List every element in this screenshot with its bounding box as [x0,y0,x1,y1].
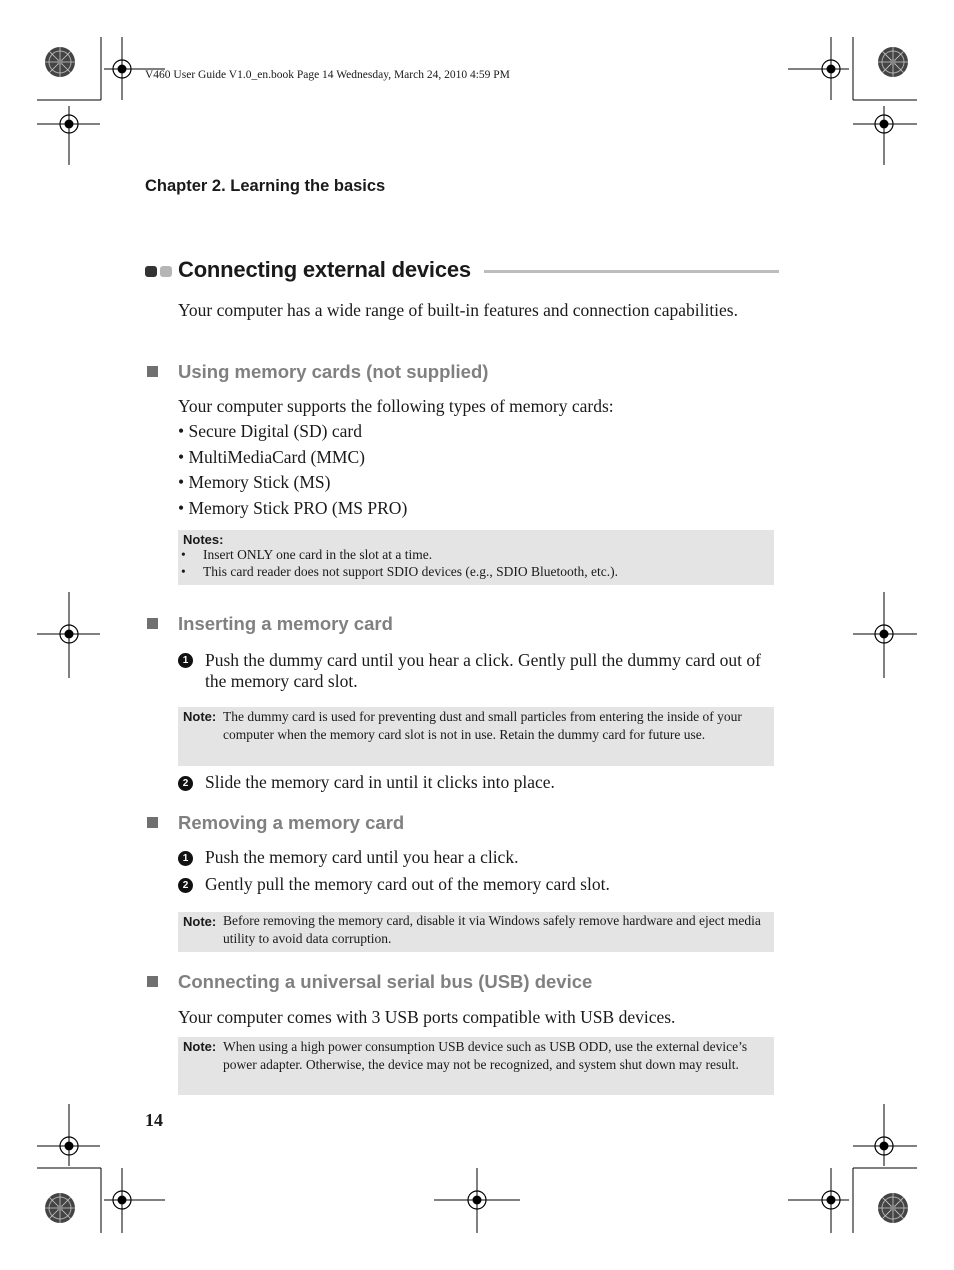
section-bullet-icon [145,265,173,283]
inserting-step-2: Slide the memory card in until it clicks into place. [205,772,555,792]
chapter-heading: Chapter 2. Learning the basics [145,177,386,195]
memory-cards-heading: Using memory cards (not supplied) [178,361,489,382]
note-item: Insert ONLY one card in the slot at a time. [203,547,433,562]
note-box [178,1037,774,1095]
note-label: Note: [183,709,217,724]
subhead-square-icon [147,366,158,377]
section-title: Connecting external devices [178,257,471,282]
usb-text: Your computer comes with 3 USB ports compatible with USB devices. [178,1007,676,1027]
subhead-square-icon [147,976,158,987]
step-number-badge: 2 [178,776,193,791]
step-number-badge: 1 [178,653,193,668]
list-item: • Secure Digital (SD) card [178,421,362,441]
note-bullet: • [181,547,186,562]
intro-paragraph: Your computer has a wide range of built-in features and connection capabilities. [178,300,738,320]
subhead-square-icon [147,817,158,828]
step-number-badge: 1 [178,851,193,866]
list-item: • MultiMediaCard (MMC) [178,446,365,467]
memory-card-list [178,422,407,524]
list-item: • Memory Stick (MS) [178,472,331,492]
note-text: When using a high power consumption USB device such as USB ODD, use the external device’s power adapter. Otherwise, the device may not be recognized, and system shut down may result. [223,1039,748,1072]
removing-heading: Removing a memory card [178,812,405,833]
memory-cards-lead: Your computer supports the following types of memory cards: [178,396,614,416]
note-item: This card reader does not support SDIO devices (e.g., SDIO Bluetooth, etc.). [203,564,619,579]
note-box [178,707,774,766]
note-text: Before removing the memory card, disable it via Windows safely remove hardware and eject media utility to avoid data corruption. [223,913,761,946]
subhead-square-icon [147,618,158,629]
note-text: The dummy card is used for preventing dust and small particles from entering the inside of your computer when the memory card slot is not in use. Retain the dummy card for future use. [223,709,742,742]
inserting-heading: Inserting a memory card [178,613,393,634]
usb-heading: Connecting a universal serial bus (USB) device [178,971,593,992]
removing-step-2: Gently pull the memory card out of the memory card slot. [205,874,610,894]
print-header-line: V460 User Guide V1.0_en.book Page 14 Wednesday, March 24, 2010 4:59 PM [145,69,510,81]
note-label: Note: [183,914,217,929]
step-number-badge: 2 [178,878,193,893]
note-box [178,912,774,952]
notes-box [178,530,774,585]
removing-step-1: Push the memory card until you hear a click. [205,847,519,867]
page-number: 14 [145,1110,163,1130]
notes-label: Notes: [183,532,224,547]
inserting-step-1: Push the dummy card until you hear a click. Gently pull the dummy card out of the memory card slot. [205,650,761,691]
section-title-rule [484,270,779,273]
note-bullet: • [181,564,186,579]
note-label: Note: [183,1039,217,1054]
list-item: • Memory Stick PRO (MS PRO) [178,497,408,518]
